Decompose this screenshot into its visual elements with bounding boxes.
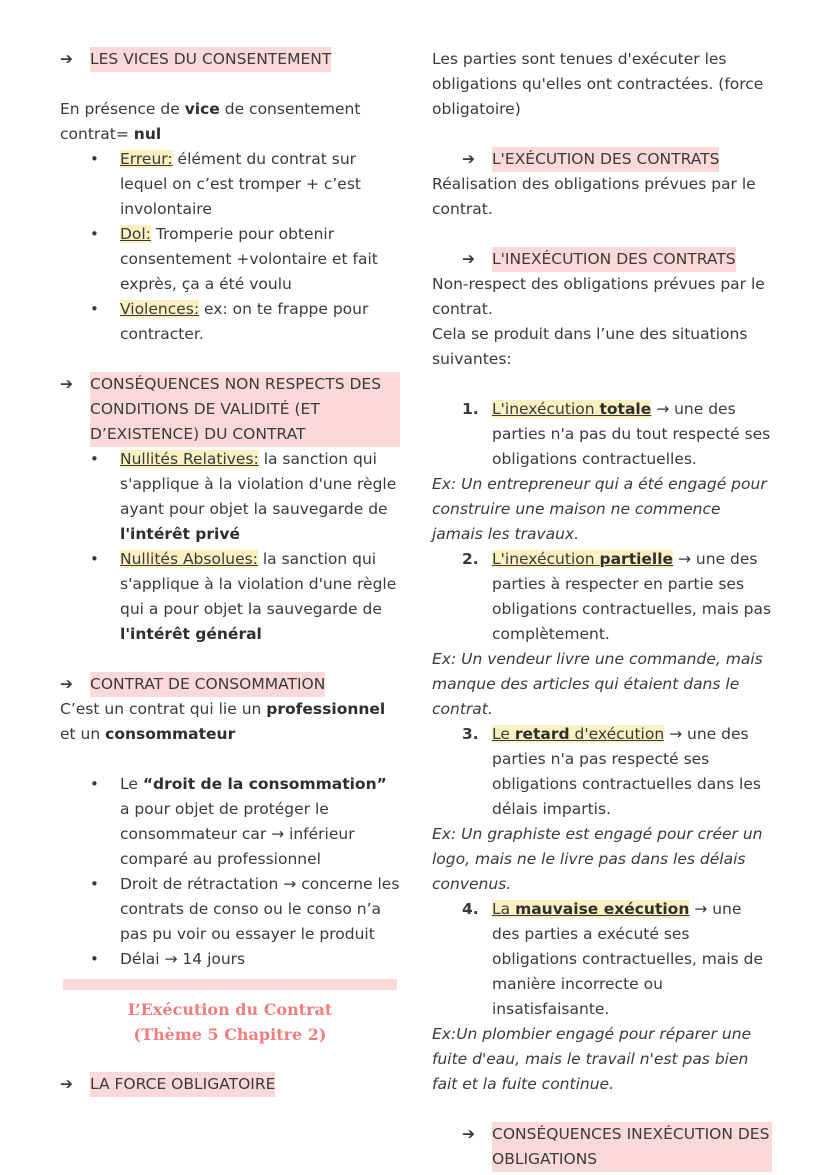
section-header-label: LES VICES DU CONSENTEMENT xyxy=(90,47,331,72)
arrow-right-icon: ➔ xyxy=(60,1075,73,1093)
example-text: Ex: Un entrepreneur qui a été engagé pour construire une maison ne commence jamais les travaux. xyxy=(432,475,767,543)
section-header-label: CONTRAT DE CONSOMMATION xyxy=(90,672,325,697)
section-header-label: CONSÉQUENCES INEXÉCUTION DES OBLIGATIONS xyxy=(492,1122,772,1172)
arrow-right-icon: ➔ xyxy=(60,50,73,68)
conso-list xyxy=(60,772,400,972)
list-item: 1. L'inexécution totale → une des parties n'a pas du tout respecté ses obligations contractuelles. xyxy=(462,400,771,468)
right-column xyxy=(432,47,772,1172)
chapter-title: L’Exécution du Contrat (Thème 5 Chapitre 2) xyxy=(127,1000,333,1044)
section-header-conso xyxy=(60,672,400,697)
conso-intro: C’est un contrat qui lie un professionnel et un consommateur xyxy=(60,700,386,743)
section-header-label: L'EXÉCUTION DES CONTRATS xyxy=(492,147,719,172)
list-item: 2. L'inexécution partielle → une des parties à respecter en partie ses obligations contractuelles, mais pas complètement. xyxy=(462,550,772,643)
section-header-force xyxy=(60,1072,400,1097)
arrow-right-icon: ➔ xyxy=(462,150,475,168)
list-item: 4. La mauvaise exécution → une des parties a exécuté ses obligations contractuelles, mais de manière incorrecte ou insatisfaisante. xyxy=(462,900,764,1018)
inexecution-text: Cela se produit dans l’une des situations suivantes: xyxy=(432,325,748,368)
list-item: • Erreur: élément du contrat sur lequel on c’est tromper + c’est involontaire xyxy=(60,147,400,222)
section-header-inexecution xyxy=(432,247,772,272)
section-header-label: L'INEXÉCUTION DES CONTRATS xyxy=(492,247,736,272)
section-header-cons-inexecution xyxy=(432,1122,772,1172)
nullites-list xyxy=(60,447,400,647)
section-header-label: LA FORCE OBLIGATOIRE xyxy=(90,1072,275,1097)
example-text: Ex: Un graphiste est engagé pour créer un logo, mais ne le livre pas dans les délais convenus. xyxy=(432,825,763,893)
vices-list xyxy=(60,147,400,347)
arrow-right-icon: ➔ xyxy=(60,375,73,393)
arrow-right-icon: ➔ xyxy=(462,250,475,268)
vices-intro: En présence de vice de consentement contrat= nul xyxy=(60,100,361,143)
list-item: • Droit de rétractation → concerne les contrats de conso ou le conso n’a pas pu voir ou essayer le produit xyxy=(60,872,400,947)
section-header-consequences xyxy=(60,372,400,447)
list-item: • Nullités Absolues: la sanction qui s'applique à la violation d'une règle qui a pour objet la sauvegarde de l'intérêt général xyxy=(60,547,400,647)
force-text: Les parties sont tenues d'exécuter les obligations qu'elles ont contractées. (force obligatoire) xyxy=(432,50,764,118)
list-item: • Nullités Relatives: la sanction qui s'applique à la violation d'une règle ayant pour objet la sauvegarde de l'intérêt privé xyxy=(60,447,400,547)
execution-text: Réalisation des obligations prévues par le contrat. xyxy=(432,175,756,218)
list-item: • Délai → 14 jours xyxy=(60,947,400,972)
arrow-right-icon: ➔ xyxy=(462,1125,475,1143)
example-text: Ex:Un plombier engagé pour réparer une fuite d'eau, mais le travail n'est pas bien fait et la fuite continue. xyxy=(432,1025,752,1093)
section-header-execution xyxy=(432,147,772,172)
section-header-vices xyxy=(60,47,400,72)
divider-bar xyxy=(63,979,397,990)
section-header-label: CONSÉQUENCES NON RESPECTS DES CONDITIONS DE VALIDITÉ (ET D’EXISTENCE) DU CONTRAT xyxy=(90,372,400,447)
example-text: Ex: Un vendeur livre une commande, mais manque des articles qui étaient dans le contrat. xyxy=(432,650,763,718)
arrow-right-icon: ➔ xyxy=(60,675,73,693)
list-item: 3. Le retard d'exécution → une des parties n'a pas respecté ses obligations contractuelles dans les délais impartis. xyxy=(462,725,761,818)
inexecution-text: Non-respect des obligations prévues par le contrat. xyxy=(432,275,765,318)
left-column xyxy=(60,47,400,1097)
list-item: • Dol: Tromperie pour obtenir consentement +volontaire et fait exprès, ça a été voulu xyxy=(60,222,400,297)
list-item: • Violences: ex: on te frappe pour contracter. xyxy=(60,297,400,347)
list-item: • Le “droit de la consommation” a pour objet de protéger le consommateur car → inférieur comparé au professionnel xyxy=(60,772,400,872)
